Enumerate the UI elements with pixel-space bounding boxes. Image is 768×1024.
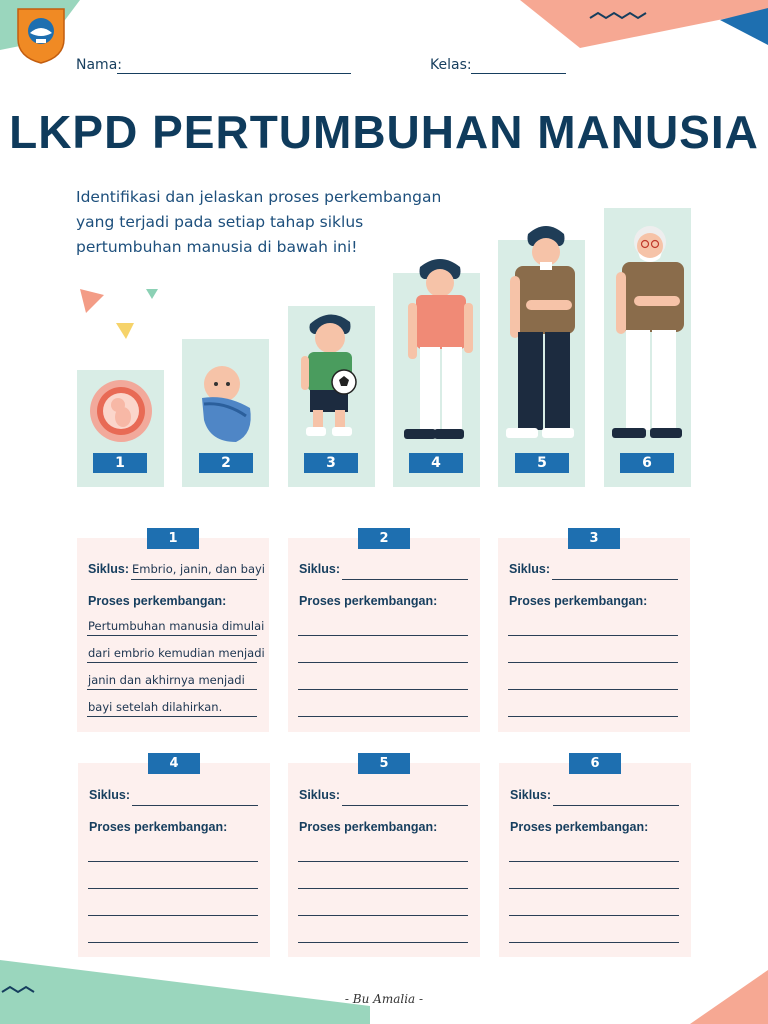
card-6-line-2[interactable] bbox=[509, 888, 679, 889]
card-1-proses-label: Proses perkembangan: bbox=[88, 594, 227, 608]
stage-number-5: 5 bbox=[515, 453, 569, 473]
card-4-number: 4 bbox=[148, 753, 200, 774]
instruction-line-3: pertumbuhan manusia di bawah ini! bbox=[76, 238, 358, 256]
card-1-text-4: bayi setelah dilahirkan. bbox=[88, 700, 223, 714]
card-4-line-3[interactable] bbox=[88, 915, 258, 916]
card-4-line-2[interactable] bbox=[88, 888, 258, 889]
card-5-line-3[interactable] bbox=[298, 915, 468, 916]
card-3-line-2[interactable] bbox=[508, 662, 678, 663]
card-1-siklus-label: Siklus: bbox=[88, 562, 129, 576]
card-2-siklus-line[interactable] bbox=[342, 579, 468, 580]
card-6-line-1[interactable] bbox=[509, 861, 679, 862]
teenager-illustration bbox=[400, 255, 474, 443]
instruction-line-1: Identifikasi dan jelaskan proses perkembangan bbox=[76, 188, 442, 206]
nama-input-line[interactable] bbox=[117, 73, 351, 74]
card-3-line-4[interactable] bbox=[508, 716, 678, 717]
card-5-siklus-line[interactable] bbox=[342, 805, 468, 806]
stage-number-4: 4 bbox=[409, 453, 463, 473]
card-1-number: 1 bbox=[147, 528, 199, 549]
card-2-proses-label: Proses perkembangan: bbox=[299, 594, 438, 608]
card-1-line-2[interactable] bbox=[87, 662, 257, 663]
card-5-number: 5 bbox=[358, 753, 410, 774]
card-5-line-4[interactable] bbox=[298, 942, 468, 943]
card-5-siklus-label: Siklus: bbox=[299, 788, 340, 802]
nama-label: Nama: bbox=[76, 57, 122, 73]
card-4-line-4[interactable] bbox=[88, 942, 258, 943]
confetti-decoration bbox=[76, 285, 166, 345]
card-6-proses-label: Proses perkembangan: bbox=[510, 820, 649, 834]
card-3-siklus-label: Siklus: bbox=[509, 562, 550, 576]
card-1-line-3[interactable] bbox=[87, 689, 257, 690]
page-title: LKPD PERTUMBUHAN MANUSIA bbox=[9, 106, 759, 158]
card-1-siklus-line[interactable] bbox=[131, 579, 257, 580]
card-2-line-3[interactable] bbox=[298, 689, 468, 690]
card-1-text-1: Pertumbuhan manusia dimulai bbox=[88, 619, 265, 633]
card-2-line-1[interactable] bbox=[298, 635, 468, 636]
stage-number-1: 1 bbox=[93, 453, 147, 473]
card-3-proses-label: Proses perkembangan: bbox=[509, 594, 648, 608]
adult-illustration bbox=[506, 222, 582, 444]
card-1-siklus-value: Embrio, janin, dan bayi bbox=[132, 562, 266, 576]
kelas-label: Kelas: bbox=[430, 57, 472, 73]
card-2-siklus-label: Siklus: bbox=[299, 562, 340, 576]
card-5-line-1[interactable] bbox=[298, 861, 468, 862]
card-6-siklus-line[interactable] bbox=[553, 805, 679, 806]
card-6-line-4[interactable] bbox=[509, 942, 679, 943]
stage-number-3: 3 bbox=[304, 453, 358, 473]
baby-illustration bbox=[196, 364, 256, 444]
card-1-text-2: dari embrio kemudian menjadi bbox=[88, 646, 265, 660]
card-5-proses-label: Proses perkembangan: bbox=[299, 820, 438, 834]
elderly-illustration bbox=[612, 222, 688, 444]
card-2-line-2[interactable] bbox=[298, 662, 468, 663]
instructions bbox=[76, 185, 466, 260]
card-4-siklus-line[interactable] bbox=[132, 805, 258, 806]
card-4-line-1[interactable] bbox=[88, 861, 258, 862]
embryo-illustration bbox=[88, 378, 154, 444]
card-1-line-4[interactable] bbox=[87, 716, 257, 717]
card-6-number: 6 bbox=[569, 753, 621, 774]
card-5-line-2[interactable] bbox=[298, 888, 468, 889]
card-1-line-1[interactable] bbox=[87, 635, 257, 636]
instruction-line-2: yang terjadi pada setiap tahap siklus bbox=[76, 213, 364, 231]
card-6-line-3[interactable] bbox=[509, 915, 679, 916]
corner-decoration-top-right bbox=[520, 0, 768, 60]
card-4-proses-label: Proses perkembangan: bbox=[89, 820, 228, 834]
stage-number-6: 6 bbox=[620, 453, 674, 473]
card-2-number: 2 bbox=[358, 528, 410, 549]
card-3-siklus-line[interactable] bbox=[552, 579, 678, 580]
card-6-siklus-label: Siklus: bbox=[510, 788, 551, 802]
child-illustration bbox=[296, 310, 370, 442]
footer-signature: - Bu Amalia - bbox=[344, 992, 424, 1006]
card-3-number: 3 bbox=[568, 528, 620, 549]
card-3-line-1[interactable] bbox=[508, 635, 678, 636]
card-4-siklus-label: Siklus: bbox=[89, 788, 130, 802]
school-logo bbox=[14, 5, 68, 65]
kelas-input-line[interactable] bbox=[471, 73, 566, 74]
stage-number-2: 2 bbox=[199, 453, 253, 473]
card-1-text-3: janin dan akhirnya menjadi bbox=[88, 673, 245, 687]
card-2-line-4[interactable] bbox=[298, 716, 468, 717]
card-3-line-3[interactable] bbox=[508, 689, 678, 690]
